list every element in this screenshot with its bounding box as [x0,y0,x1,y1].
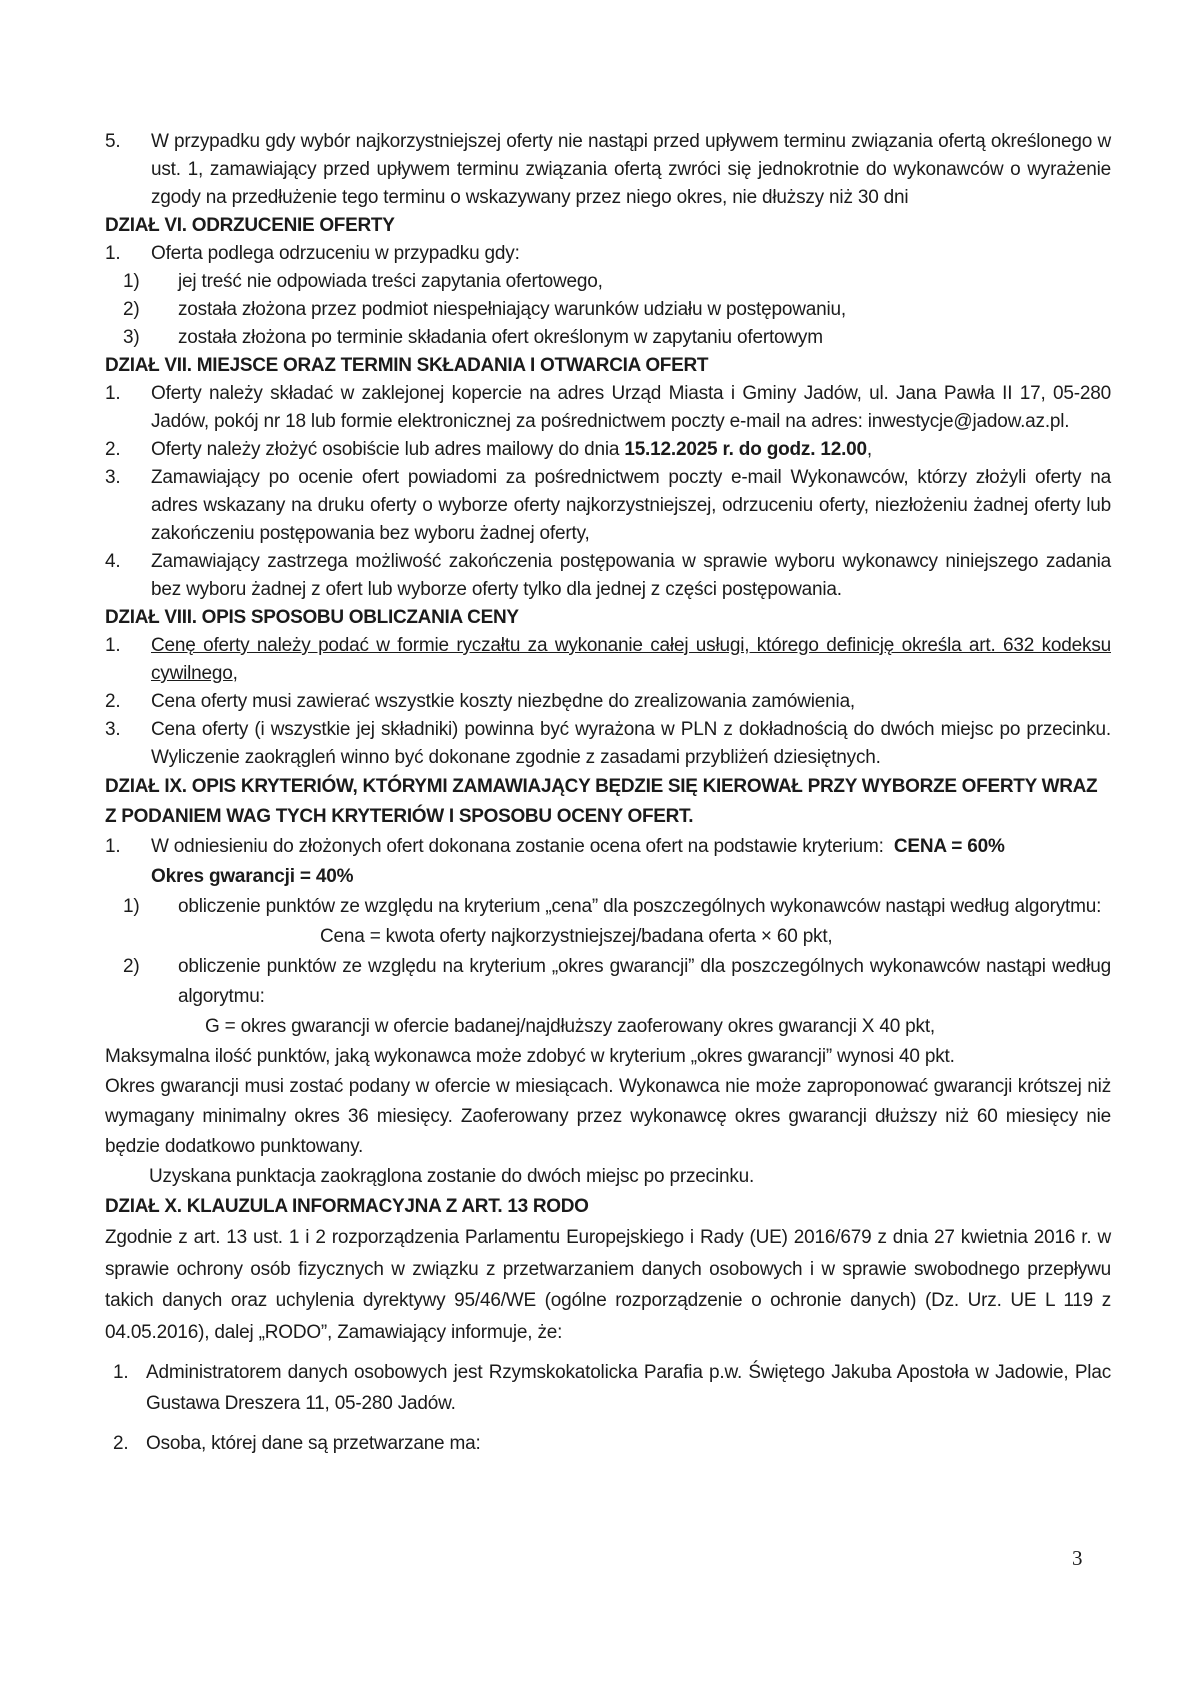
text-segment: 15.12.2025 r. do godz. 12.00 [624,439,867,460]
text-segment: Uzyskana punktacja zaokrąglona zostanie do dwóch miejsc po przecinku. [149,1166,755,1187]
text-segment: jej treść nie odpowiada treści zapytania ofertowego, [178,271,603,292]
text-segment: Administratorem danych osobowych jest Rzymskokatolicka Parafia p.w. Świętego Jakuba Apostoła w Jadowie, Plac Gustawa Dreszera 11, 05-280 Jadów. [146,1362,1111,1414]
text-segment: została złożona przez podmiot niespełniający warunków udziału w postępowaniu, [178,299,846,320]
list-number: 1. [105,635,121,656]
text-segment: W odniesieniu do złożonych ofert dokonana zostanie ocena ofert na podstawie kryterium: [151,836,894,857]
text-run [151,836,1005,887]
list-number: 3. [105,719,121,740]
text-run [151,691,855,712]
list-number: 2. [105,691,121,712]
text-run [105,1076,1111,1157]
text-run [178,956,1111,1007]
text-segment: Maksymalna ilość punktów, jaką wykonawca może zdobyć w kryterium „okres gwarancji” wynosi 40 pkt. [105,1046,955,1067]
section-heading [105,604,1111,632]
text-segment: W przypadku gdy wybór najkorzystniejszej oferty nie nastąpi przed upływem terminu związania ofertą określonego w ust. 1, zamawiający przed upływem terminu związania ofertą zwróci się jednokrotnie do wykonawców o wyrażenie zgody na przedłużenie tego terminu o wskazywany przez niego okres, nie dłuższy niż 30 dni [151,131,1111,208]
text-segment: Oferty należy złożyć osobiście lub adres mailowy do dnia [151,439,625,460]
text-segment: Cena = kwota oferty najkorzystniejszej/badana oferta × 60 pkt, [320,926,833,947]
list-number: 3. [105,467,121,488]
text-segment: G = okres gwarancji w ofercie badanej/najdłuższy zaoferowany okres gwarancji X 40 pkt, [205,1016,935,1037]
list-item [105,548,1111,604]
text-run [151,243,520,264]
paragraph [105,1162,1111,1192]
list-number: 1. [105,383,121,404]
text-run [151,439,872,460]
text-segment: Zamawiający zastrzega możliwość zakończenia postępowania w sprawie wyboru wykonawcy niniejszego zadania bez wyboru żadnej z ofert lub wyborze oferty tylko dla jednej z części postępowania. [151,551,1111,600]
text-run [105,607,519,628]
text-run [205,1016,935,1037]
text-segment: została złożona po terminie składania ofert określonym w zapytaniu ofertowym [178,327,823,348]
text-segment: Osoba, której dane są przetwarzane ma: [146,1433,481,1454]
list-number: 1. [113,1362,129,1383]
list-number: 2. [105,439,121,460]
list-number: 1. [105,836,121,857]
list-item [105,892,1111,922]
list-item [105,464,1111,548]
list-item [105,324,1111,352]
list-number: 1) [123,271,140,292]
text-run [151,551,1111,600]
text-run [151,635,1111,684]
text-run [149,1166,754,1187]
text-segment: DZIAŁ VII. MIEJSCE ORAZ TERMIN SKŁADANIA I OTWARCIA OFERT [105,355,709,376]
list-item [105,296,1111,324]
list-item [105,128,1111,212]
document-content [105,128,1111,1459]
list-number: 1) [123,896,140,917]
list-item [105,240,1111,268]
text-segment: Cenę oferty należy podać w formie ryczałtu za wykonanie całej usługi, którego definicję określa art. 632 kodeksu cywilnego [151,635,1111,684]
text-segment: Zgodnie z art. 13 ust. 1 i 2 rozporządzenia Parlamentu Europejskiego i Rady (UE) 2016/679 z dnia 27 kwietnia 2016 r. w sprawie ochrony osób fizycznych w związku z przetwarzaniem danych osobowych i w sprawie swobodnego przepływu takich danych oraz uchylenia dyrektywy 95/46/WE (ogólne rozporządzenie o ochronie danych) (Dz. Urz. UE L 119 z 04.05.2016), dalej „RODO”, Zamawiający informuje, że: [105,1227,1111,1343]
list-item [105,436,1111,464]
text-segment: Oferty należy składać w zaklejonej kopercie na adres Urząd Miasta i Gminy Jadów, ul. Jana Pawła II 17, 05-280 Jadów, pokój nr 18 lub formie elektronicznej za pośrednictwem poczty e-mail na adres: inwestycje@jadow.az.pl. [151,383,1111,432]
paragraph [105,1222,1111,1348]
text-run [178,271,603,292]
text-run [151,383,1111,432]
list-number: 3) [123,327,140,348]
section-heading [105,772,1111,832]
text-segment: DZIAŁ VIII. OPIS SPOSOBU OBLICZANIA CENY [105,607,519,628]
list-item [105,952,1111,1012]
list-item [105,688,1111,716]
text-run [178,327,823,348]
list-item [105,268,1111,296]
list-item [105,380,1111,436]
text-segment: obliczenie punktów ze względu na kryterium „cena” dla poszczególnych wykonawców nastąpi według algorytmu: [178,896,1102,917]
text-segment: DZIAŁ X. KLAUZULA INFORMACYJNA Z ART. 13 RODO [105,1196,589,1217]
text-segment: Okres gwarancji musi zostać podany w ofercie w miesiącach. Wykonawca nie może zaproponować gwarancji krótszej niż wymagany minimalny okres 36 miesięcy. Zaoferowany przez wykonawcę okres gwarancji dłuższy niż 60 miesięcy nie będzie dodatkowo punktowany. [105,1076,1111,1157]
text-segment: Oferta podlega odrzuceniu w przypadku gdy: [151,243,520,264]
text-segment: , [232,663,238,684]
text-segment: CENA = 60% [893,836,1005,857]
list-number: 2) [123,956,140,977]
list-item [105,832,1111,892]
page-number: 3 [1072,1546,1083,1570]
text-run [151,131,1111,208]
section-heading [105,212,1111,240]
list-item [105,1357,1111,1419]
text-run [146,1433,481,1454]
text-run [105,1227,1111,1343]
text-segment: Cena oferty (i wszystkie jej składniki) powinna być wyrażona w PLN z dokładnością do dwóch miejsc po przecinku. Wyliczenie zaokrągleń winno być dokonane zgodnie z zasadami przybliżeń dziesiętnych. [151,719,1111,768]
text-segment: , [866,439,873,460]
text-run [151,719,1111,768]
section-heading [105,352,1111,380]
text-segment: Cena oferty musi zawierać wszystkie koszty niezbędne do zrealizowania zamówienia, [151,691,856,712]
list-item [105,716,1111,772]
text-run [151,467,1111,544]
list-item [105,632,1111,688]
list-number: 4. [105,551,121,572]
text-run [320,926,833,947]
formula-line [105,922,1111,952]
text-segment: Okres gwarancji = 40% [151,866,354,887]
text-run [105,1046,955,1067]
list-number: 2) [123,299,140,320]
list-item [105,1428,1111,1459]
list-number: 5. [105,131,121,152]
text-segment: DZIAŁ VI. ODRZUCENIE OFERTY [105,215,395,236]
text-run [105,1196,589,1217]
section-heading [105,1192,1111,1222]
text-run [178,299,846,320]
list-number: 2. [113,1433,129,1454]
text-run [105,215,395,236]
paragraph [105,1042,1111,1072]
text-run [105,776,1097,827]
text-run [105,355,708,376]
paragraph [105,1072,1111,1162]
text-run [146,1362,1111,1414]
text-segment: DZIAŁ IX. OPIS KRYTERIÓW, KTÓRYMI ZAMAWIAJĄCY BĘDZIE SIĘ KIEROWAŁ PRZY WYBORZE OFERTY WRAZ Z PODANIEM WAG TYCH KRYTERIÓW I SPOSOBU OCENY OFERT. [105,776,1098,827]
formula-line [105,1012,1111,1042]
list-number: 1. [105,243,121,264]
text-run [178,896,1101,917]
text-segment: Zamawiający po ocenie ofert powiadomi za pośrednictwem poczty e-mail Wykonawców, którzy złożyli oferty na adres wskazany na druku oferty o wyborze oferty najkorzystniejszej, odrzuceniu oferty, niezłożeniu żadnej oferty lub zakończeniu postępowania bez wyboru żadnej oferty, [151,467,1111,544]
text-segment: obliczenie punktów ze względu na kryterium „okres gwarancji” dla poszczególnych wykonawców nastąpi według algorytmu: [178,956,1111,1007]
